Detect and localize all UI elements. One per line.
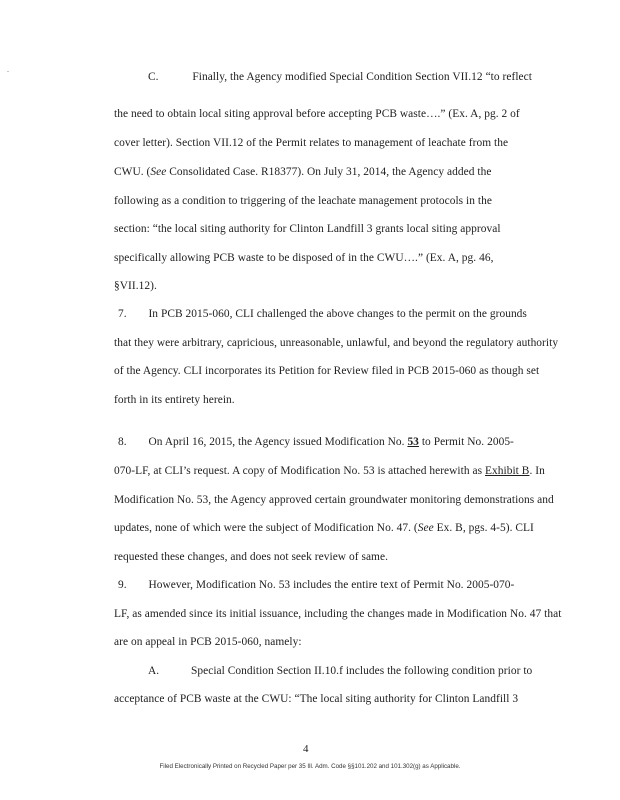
para-c-line-6: section: “the local siting authority for Clinton Landfill 3 grants local siting approval	[114, 223, 501, 235]
margin-mark: -	[7, 69, 9, 75]
para-8-text-4b: Ex. B, pgs. 4-5). CLI	[433, 522, 534, 534]
para-7-line-3: of the Agency. CLI incorporates its Petition for Review filed in PCB 2015-060 as though set	[114, 365, 540, 377]
para-8-text-1b: to Permit No. 2005-	[418, 436, 514, 448]
para-a-line-2: acceptance of PCB waste at the CWU: “The local siting authority for Clinton Landfill 3	[114, 693, 519, 705]
para-9-line-3: are on appeal in PCB 2015-060, namely:	[114, 636, 302, 648]
para-8-text-4a: updates, none of which were the subject of Modification No. 47. (	[114, 522, 418, 534]
para-8-text-1a: On April 16, 2015, the Agency issued Modification No.	[148, 436, 408, 448]
para-a-label: A.	[148, 665, 160, 677]
para-8-text-2b: . In	[529, 465, 545, 477]
see-citation: See	[150, 166, 167, 178]
exhibit-b-reference: Exhibit B	[485, 465, 530, 477]
para-c-line-8: §VII.12).	[114, 280, 157, 292]
para-c-line-3: cover letter). Section VII.12 of the Permit relates to management of leachate from the	[114, 137, 509, 149]
para-8-line-4	[114, 522, 534, 534]
para-c-text-1: Finally, the Agency modified Special Condition Section VII.12 “to reflect	[192, 71, 532, 83]
para-c-line-2: the need to obtain local siting approval before accepting PCB waste….” (Ex. A, pg. 2 of	[114, 108, 520, 120]
para-c-label: C.	[148, 71, 159, 83]
para-8-text-2a: 070-LF, at CLI’s request. A copy of Modification No. 53 is attached herewith as	[114, 465, 485, 477]
para-c-line-1	[148, 71, 532, 83]
para-9-line-2: LF, as amended since its initial issuance, including the changes made in Modification No. 47 that	[114, 608, 562, 620]
para-a-line-1	[148, 665, 532, 677]
para-7-line-1	[118, 308, 527, 320]
see-citation-2: See	[417, 522, 434, 534]
para-c-text-4a: CWU. (	[114, 166, 151, 178]
para-7-line-4: forth in its entirety herein.	[114, 394, 235, 406]
filing-footer: Filed Electronically Printed on Recycled Paper per 35 Ill. Adm. Code §§101.202 and 101.302(g) as Applicable.	[159, 763, 461, 770]
para-c-line-4	[114, 166, 491, 178]
para-9-number: 9.	[118, 579, 127, 591]
para-c-line-7: specifically allowing PCB waste to be disposed of in the CWU….” (Ex. A, pg. 46,	[114, 252, 494, 264]
para-8-line-1	[118, 436, 514, 448]
para-8-line-3: Modification No. 53, the Agency approved certain groundwater monitoring demonstrations and	[114, 494, 554, 506]
modification-number: 53	[407, 436, 419, 448]
page-number: 4	[303, 743, 309, 755]
para-9-line-1	[118, 579, 514, 591]
para-8-line-5: requested these changes, and does not seek review of same.	[114, 551, 388, 563]
para-8-line-2	[114, 465, 545, 477]
para-7-text-1: In PCB 2015-060, CLI challenged the above changes to the permit on the grounds	[148, 308, 527, 320]
para-7-line-2: that they were arbitrary, capricious, unreasonable, unlawful, and beyond the regulatory authority	[114, 337, 559, 349]
para-c-line-5: following as a condition to triggering of the leachate management protocols in the	[114, 195, 492, 207]
para-9-text-1: However, Modification No. 53 includes the entire text of Permit No. 2005-070-	[148, 579, 515, 591]
para-7-number: 7.	[118, 308, 127, 320]
para-8-number: 8.	[118, 436, 127, 448]
para-c-text-4b: Consolidated Case. R18377). On July 31, 2014, the Agency added the	[166, 166, 492, 178]
para-a-text-1: Special Condition Section II.10.f includes the following condition prior to	[191, 665, 533, 677]
